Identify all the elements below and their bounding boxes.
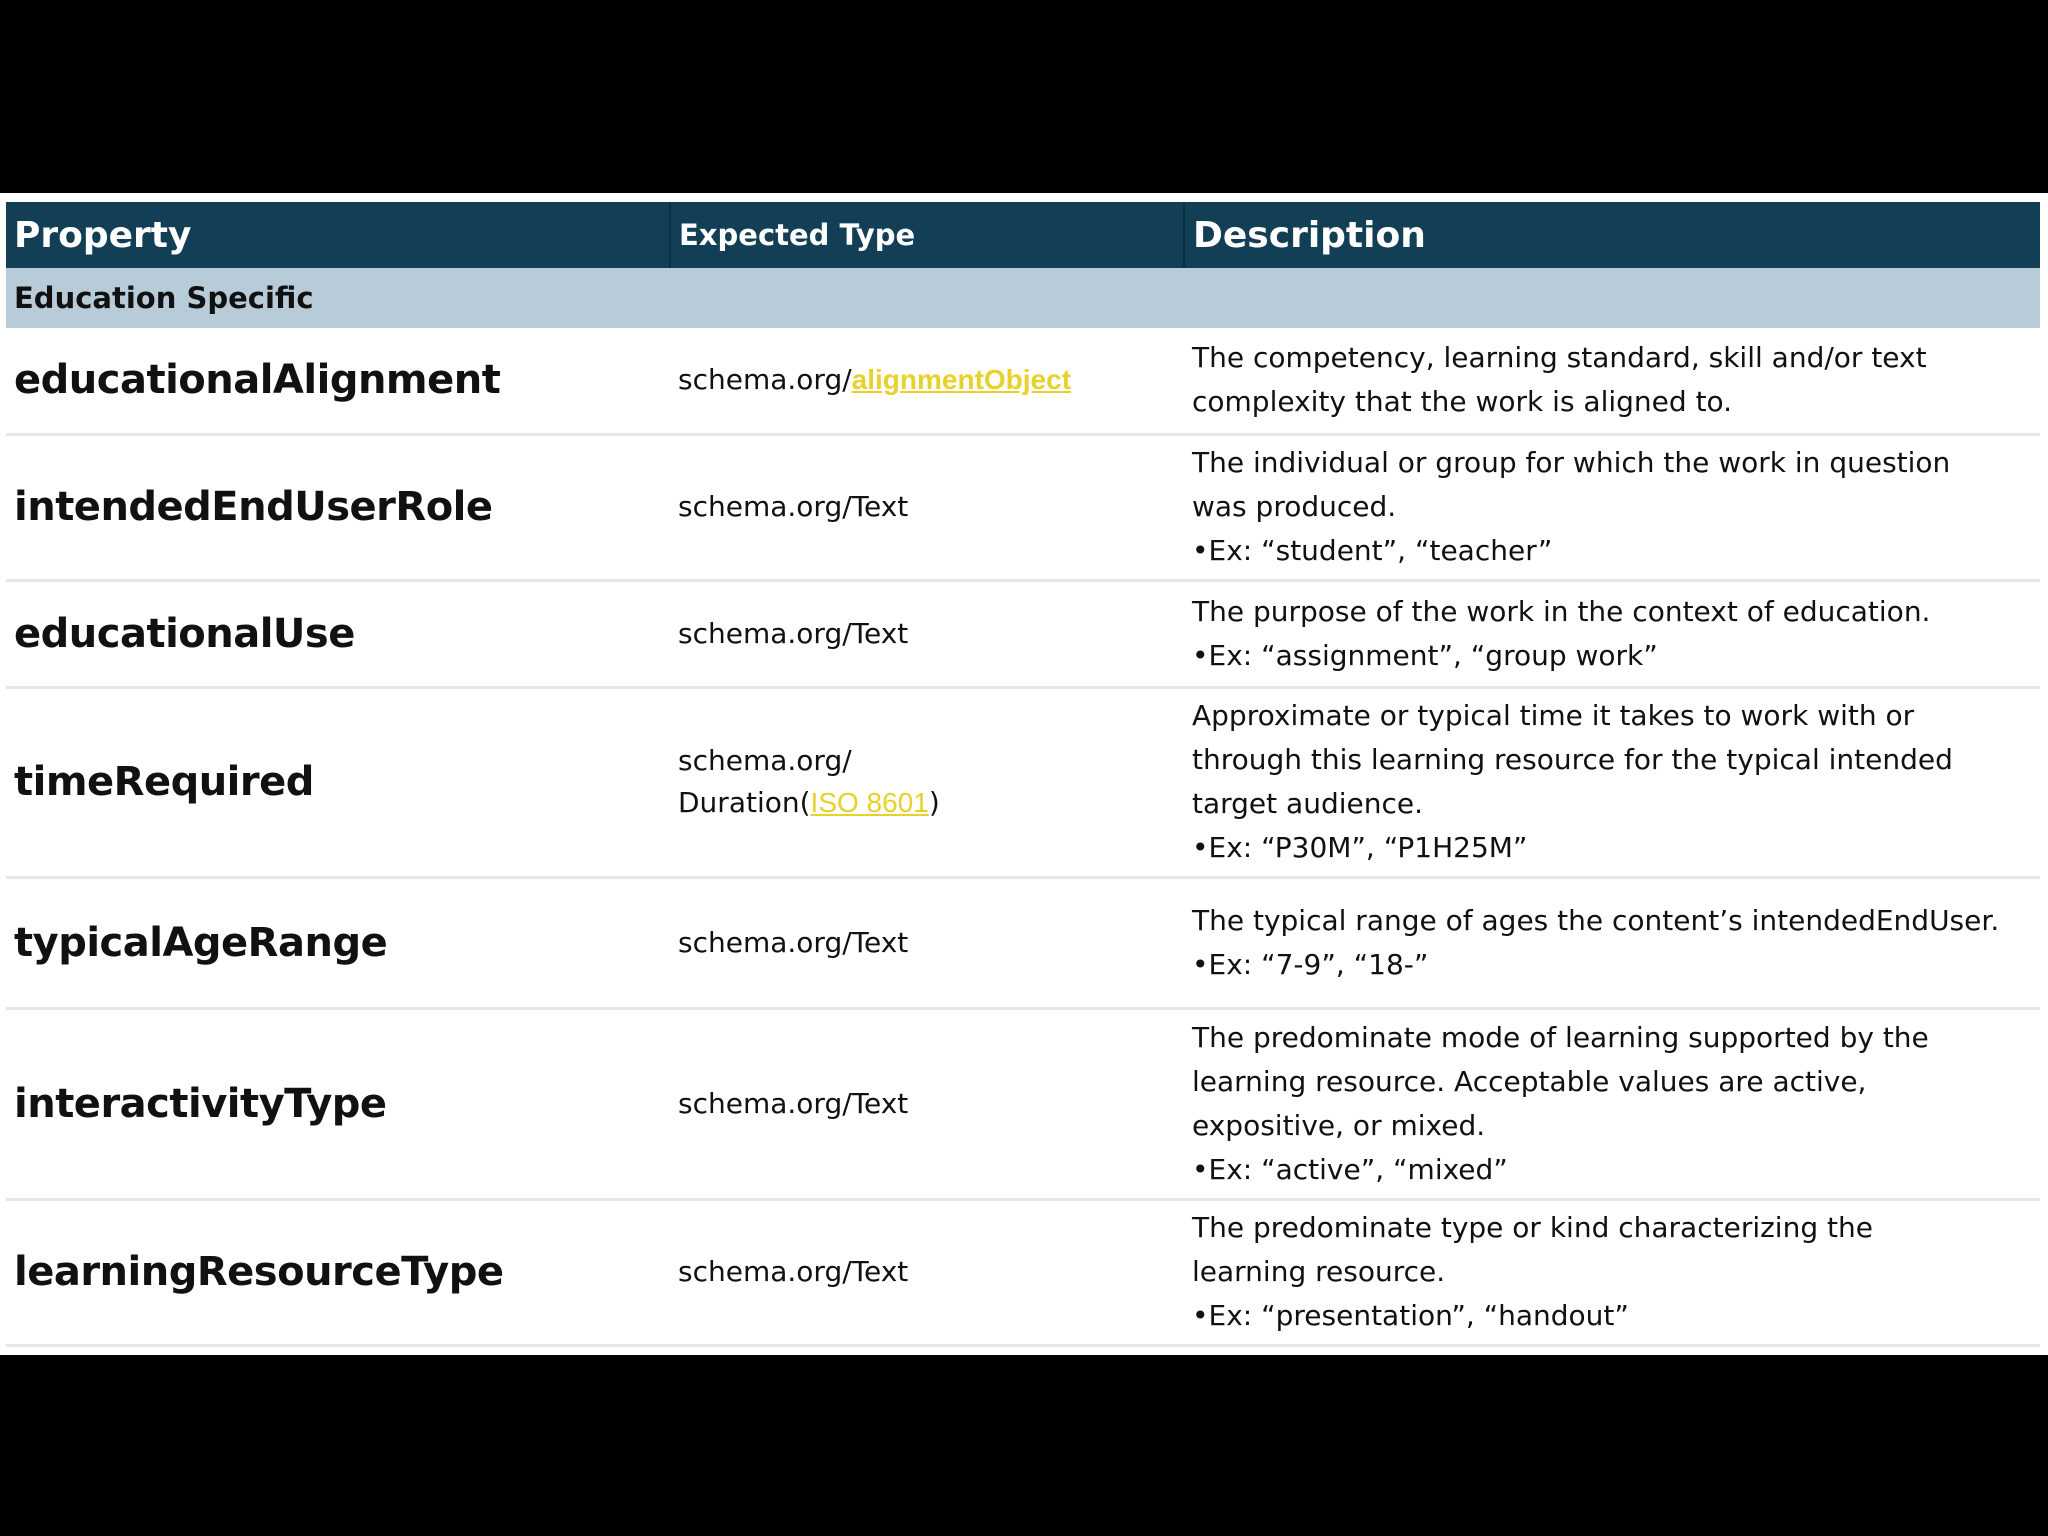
description-line: was produced. (1192, 490, 1397, 523)
type-text-line2 (678, 782, 1184, 824)
table-row (6, 1199, 2040, 1345)
description-line: Approximate or typical time it takes to work with or (1192, 699, 1915, 732)
type-text: ) (928, 786, 940, 819)
expected-type (670, 328, 1184, 434)
type-text: schema.org/Text (678, 1086, 909, 1120)
description-line: through this learning resource for the typical intended (1192, 743, 1953, 776)
description-line: The competency, learning standard, skill and/or text (1192, 341, 1927, 375)
description (1184, 687, 2040, 877)
header-description: Description (1184, 202, 2040, 268)
description-line: The typical range of ages the content’s intendedEndUser. (1192, 903, 2000, 937)
description-line: •Ex: “active”, “mixed” (1192, 1152, 1508, 1186)
table-row (6, 687, 2040, 877)
type-text: schema.org/ (678, 363, 852, 397)
description-line: •Ex: “P30M”, “P1H25M” (1192, 831, 1528, 864)
type-text: schema.org/Text (678, 1255, 909, 1288)
description (1184, 328, 2040, 434)
description (1184, 877, 2040, 1008)
table-row (6, 877, 2040, 1008)
description-line: The predominate type or kind characterizing the (1192, 1211, 1873, 1244)
property-name: educationalUse (6, 580, 670, 687)
schema-property-table (6, 202, 2040, 1347)
section-row (6, 268, 2040, 328)
property-name: learningResourceType (6, 1199, 670, 1345)
expected-type (670, 877, 1184, 1008)
description-line: •Ex: “7-9”, “18-” (1192, 947, 1429, 981)
alignment-object-link[interactable]: alignmentObject (851, 364, 1072, 396)
type-text: schema.org/Text (678, 616, 909, 650)
type-text: schema.org/Text (678, 490, 909, 523)
section-label: Education Specific (6, 268, 2040, 328)
description-line: •Ex: “student”, “teacher” (1192, 534, 1553, 567)
slide (0, 193, 2048, 1355)
iso-8601-link[interactable]: ISO 8601 (810, 787, 929, 818)
property-name: interactivityType (6, 1008, 670, 1199)
expected-type (670, 580, 1184, 687)
property-name: educationalAlignment (6, 328, 670, 434)
description-line: The purpose of the work in the context of education. (1192, 594, 1931, 628)
expected-type (670, 434, 1184, 580)
type-text: schema.org/ (678, 744, 852, 777)
description-line: learning resource. Acceptable values are active, (1192, 1064, 1867, 1098)
table-row (6, 1008, 2040, 1199)
expected-type (670, 687, 1184, 877)
expected-type (670, 1008, 1184, 1199)
header-property: Property (6, 202, 670, 268)
description (1184, 434, 2040, 580)
table-row (6, 328, 2040, 434)
table-row (6, 434, 2040, 580)
header-expected-type: Expected Type (670, 202, 1184, 268)
description-line: complexity that the work is aligned to. (1192, 385, 1733, 419)
type-text: Duration( (678, 786, 811, 819)
property-name: typicalAgeRange (6, 877, 670, 1008)
description-line: The individual or group for which the work in question (1192, 446, 1951, 479)
type-text: schema.org/Text (678, 925, 909, 959)
property-name: intendedEndUserRole (6, 434, 670, 580)
description-line: target audience. (1192, 787, 1423, 820)
table-header-row (6, 202, 2040, 268)
description-line: •Ex: “presentation”, “handout” (1192, 1299, 1629, 1332)
description-line: expositive, or mixed. (1192, 1108, 1486, 1142)
expected-type (670, 1199, 1184, 1345)
description (1184, 580, 2040, 687)
description-line: learning resource. (1192, 1255, 1446, 1288)
description-line: The predominate mode of learning supported by the (1192, 1020, 1929, 1054)
description (1184, 1008, 2040, 1199)
property-name: timeRequired (6, 687, 670, 877)
table-row (6, 580, 2040, 687)
description (1184, 1199, 2040, 1345)
description-line: •Ex: “assignment”, “group work” (1192, 638, 1658, 672)
